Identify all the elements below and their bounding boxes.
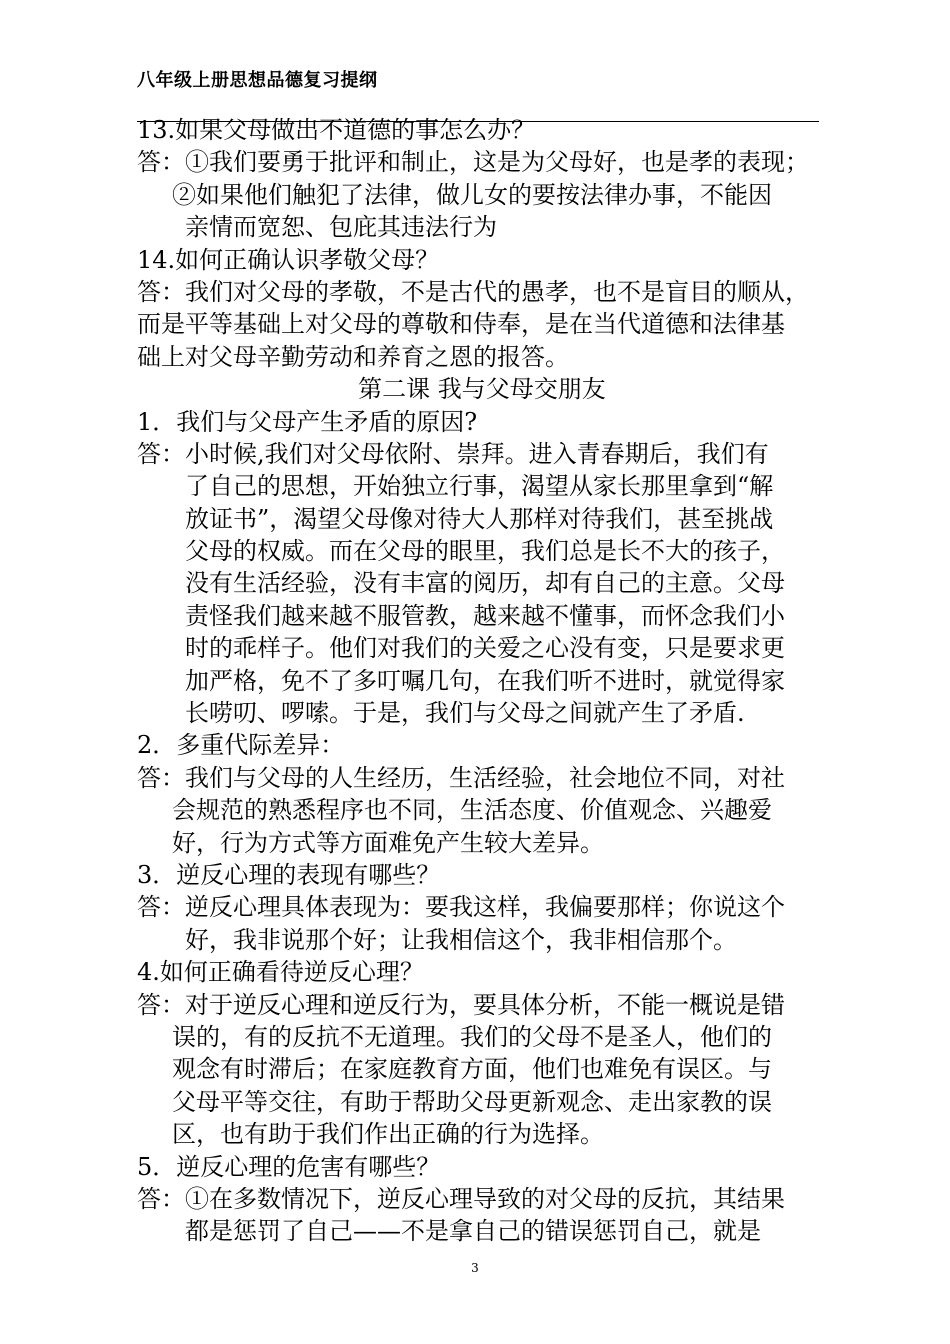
answer-line: 答：对于逆反心理和逆反行为，要具体分析，不能一概说是错 [137,990,785,1019]
answer-line: 长唠叨、啰嗦。于是，我们与父母之间就产生了矛盾. [185,699,745,728]
answer-line: 了自己的思想，开始独立行事，渴望从家长那里拿到“解 [185,472,774,501]
question-4: 4.如何正确看待逆反心理？ [137,958,424,987]
answer-line: 答：小时候,我们对父母依附、崇拜。进入青春期后，我们有 [137,439,769,468]
answer-line: 误的，有的反抗不无道理。我们的父母不是圣人，他们的 [172,1022,772,1051]
answer-line: 放证书”，渴望父母像对待大人那样对待我们，甚至挑战 [185,504,774,533]
answer-line: 责怪我们越来越不服管教，越来越不懂事，而怀念我们小 [185,601,785,630]
answer-line: 时的乖样子。他们对我们的关爱之心没有变，只是要求更 [185,634,785,663]
question-13: 13.如果父母做出不道德的事怎么办？ [137,116,536,144]
answer-line: 答：逆反心理具体表现为：要我这样，我偏要那样；你说这个 [137,893,785,922]
document-body [137,114,827,1248]
answer-line: 答：①在多数情况下，逆反心理导致的对父母的反抗，其结果 [137,1184,785,1213]
answer-line: 而是平等基础上对父母的尊敬和侍奉，是在当代道德和法律基 [137,310,785,339]
question-5: 5．逆反心理的危害有哪些？ [137,1152,441,1181]
answer-line: 答：我们对父母的孝敬，不是古代的愚孝，也不是盲目的顺从， [137,277,809,306]
page-number: 3 [471,1261,479,1275]
answer-line: 亲情而宽恕、包庇其违法行为 [185,213,497,242]
answer-line: 会规范的熟悉程序也不同，生活态度、价值观念、兴趣爱 [172,796,772,825]
question-3: 3．逆反心理的表现有哪些？ [137,860,441,889]
answer-line: 础上对父母辛勤劳动和养育之恩的报答。 [137,342,569,371]
question-2: 2．多重代际差异： [137,731,345,760]
answer-line: ②如果他们触犯了法律，做儿女的要按法律办事，不能因 [172,180,772,209]
answer-line: 父母的权威。而在父母的眼里，我们总是长不大的孩子， [185,537,785,566]
answer-line: 都是惩罚了自己——不是拿自己的错误惩罚自己，就是 [185,1217,761,1246]
answer-line: 父母平等交往，有助于帮助父母更新观念、走出家教的误 [172,1087,772,1116]
answer-line: 答：①我们要勇于批评和制止，这是为父母好，也是孝的表现； [137,148,809,177]
answer-line: 好，行为方式等方面难免产生较大差异。 [172,828,604,857]
question-1: 1．我们与父母产生矛盾的原因? [137,407,478,436]
answer-line: 好，我非说那个好；让我相信这个，我非相信那个。 [185,925,737,954]
question-14: 14.如何正确认识孝敬父母？ [137,245,440,274]
answer-line: 答：我们与父母的人生经历，生活经验，社会地位不同，对社 [137,763,785,792]
document-header-title: 八年级上册思想品德复习提纲 [137,70,378,91]
answer-line: 加严格，免不了多叮嘱几句，在我们听不进时，就觉得家 [185,666,785,695]
answer-line: 区，也有助于我们作出正确的行为选择。 [172,1120,604,1149]
answer-line: 观念有时滞后；在家庭教育方面，他们也难免有误区。与 [172,1055,772,1084]
section-heading: 第二课 我与父母交朋友 [358,375,606,404]
answer-line: 没有生活经验，没有丰富的阅历，却有自己的主意。父母 [185,569,785,598]
